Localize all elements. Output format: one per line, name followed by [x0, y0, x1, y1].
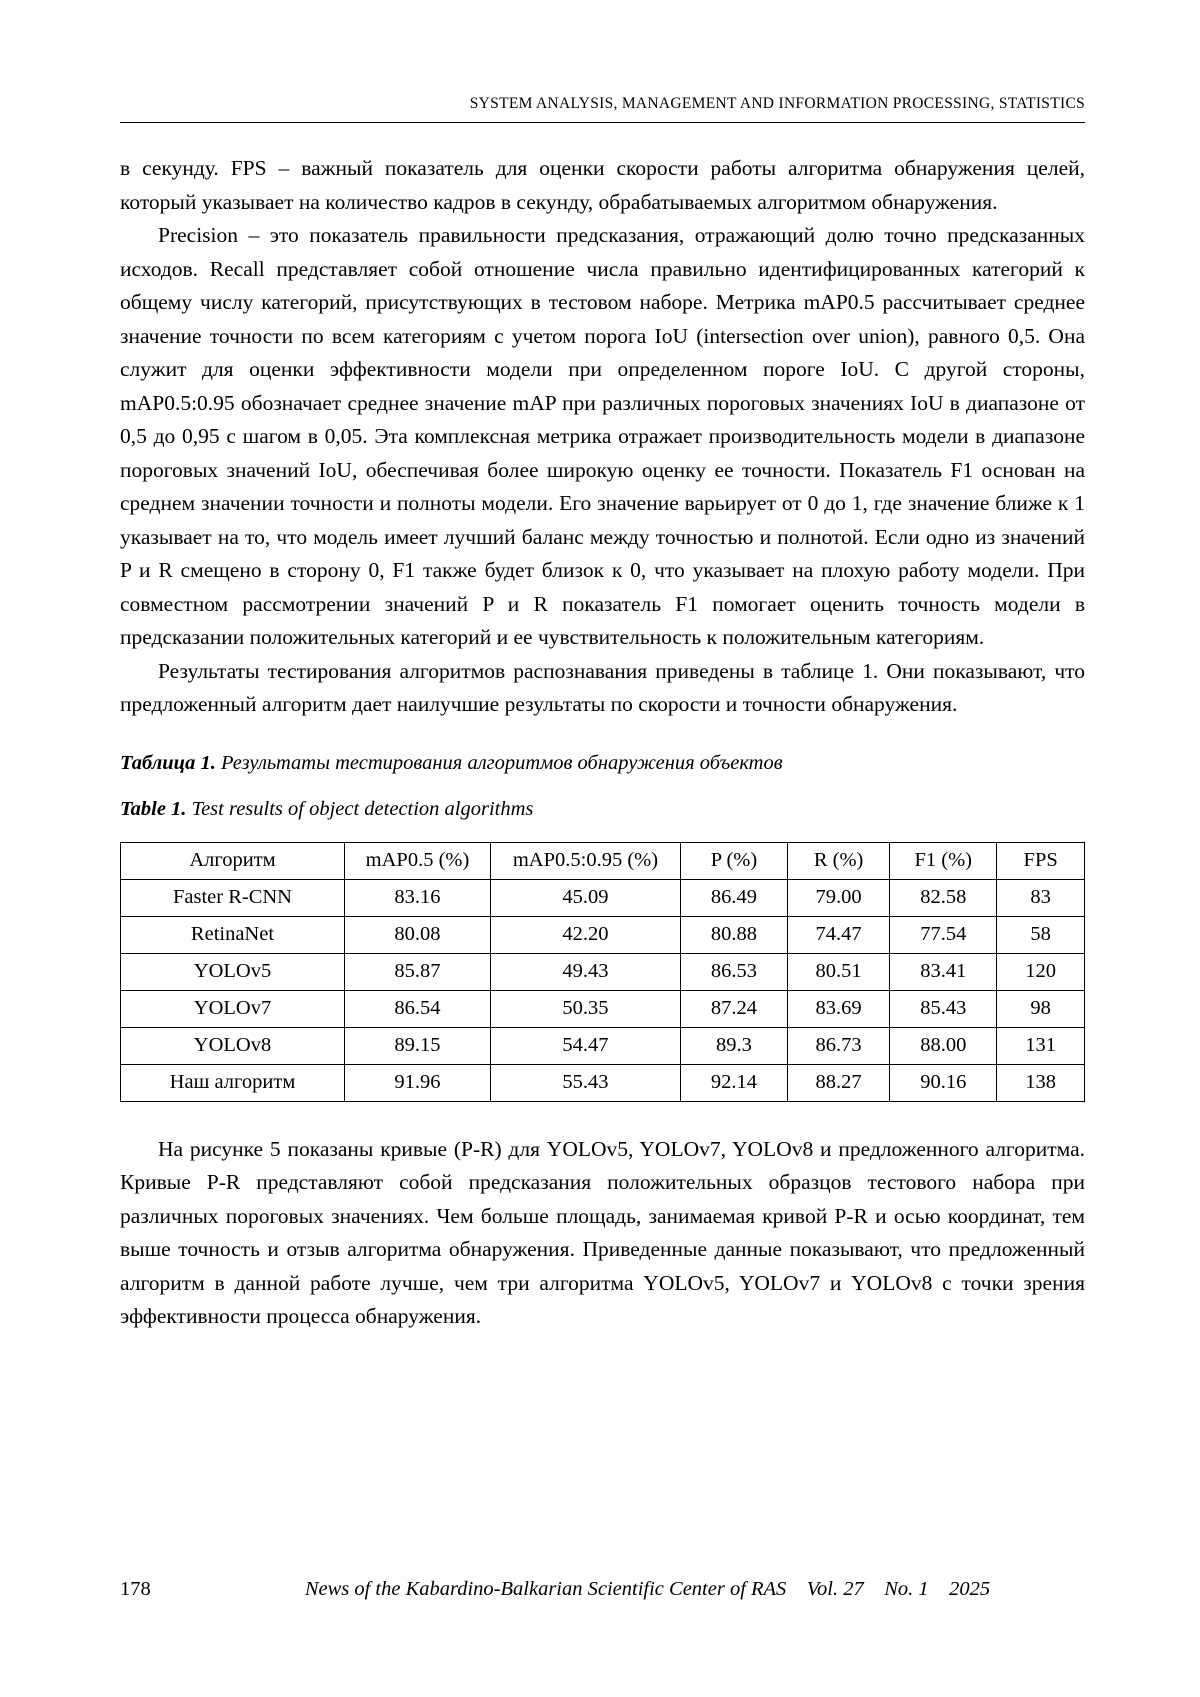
- table-cell: YOLOv8: [121, 1027, 345, 1064]
- table-header-cell: F1 (%): [890, 842, 997, 879]
- table-cell: 77.54: [890, 916, 997, 953]
- table-cell: 50.35: [491, 990, 681, 1027]
- table-cell: RetinaNet: [121, 916, 345, 953]
- table-cell: 91.96: [344, 1064, 490, 1101]
- table-caption-ru-label: Таблица 1.: [120, 751, 216, 774]
- table-row: [121, 879, 1085, 916]
- table-cell: 83.16: [344, 879, 490, 916]
- table-cell: 42.20: [491, 916, 681, 953]
- table-row: [121, 990, 1085, 1027]
- table-cell: 83: [997, 879, 1085, 916]
- table-row: [121, 916, 1085, 953]
- table-caption-ru: [120, 748, 1085, 778]
- table-cell: 86.54: [344, 990, 490, 1027]
- article-body: [120, 152, 1085, 1334]
- table-header-cell: P (%): [680, 842, 787, 879]
- table-cell: 80.51: [787, 953, 889, 990]
- table-cell: 90.16: [890, 1064, 997, 1101]
- running-head-text: SYSTEM ANALYSIS, MANAGEMENT AND INFORMATION PROCESSING, STATISTICS: [469, 95, 1085, 112]
- journal-footer-text: News of the Kabardino-Balkarian Scientific Center of RAS Vol. 27 No. 1 2025: [304, 1578, 991, 1600]
- table-header-cell: Алгоритм: [121, 842, 345, 879]
- table-row: [121, 1027, 1085, 1064]
- table-cell: 98: [997, 990, 1085, 1027]
- table-caption-en-label: Table 1.: [120, 797, 187, 820]
- table-caption-en-text: Test results of object detection algorithms: [186, 797, 534, 820]
- table-caption-ru-text: Результаты тестирования алгоритмов обнаружения объектов: [215, 751, 783, 774]
- table-body: [121, 879, 1085, 1101]
- table-cell: 80.08: [344, 916, 490, 953]
- table-cell: 89.15: [344, 1027, 490, 1064]
- table-cell: Наш алгоритм: [121, 1064, 345, 1101]
- table-cell: 54.47: [491, 1027, 681, 1064]
- table-cell: 74.47: [787, 916, 889, 953]
- table-caption-en: [120, 794, 1085, 824]
- table-header-cell: mAP0.5 (%): [344, 842, 490, 879]
- table-cell: 58: [997, 916, 1085, 953]
- table-cell: 88.27: [787, 1064, 889, 1101]
- table-cell: YOLOv5: [121, 953, 345, 990]
- table-cell: 82.58: [890, 879, 997, 916]
- table-row: [121, 953, 1085, 990]
- page-footer: [120, 1578, 1085, 1601]
- table-cell: 87.24: [680, 990, 787, 1027]
- table-cell: YOLOv7: [121, 990, 345, 1027]
- table-header-cell: mAP0.5:0.95 (%): [491, 842, 681, 879]
- table-cell: 85.87: [344, 953, 490, 990]
- table-cell: 86.49: [680, 879, 787, 916]
- table-head: [121, 842, 1085, 879]
- results-table: [120, 842, 1085, 1102]
- table-cell: 79.00: [787, 879, 889, 916]
- table-cell: 55.43: [491, 1064, 681, 1101]
- table-cell: 86.53: [680, 953, 787, 990]
- table-header-row: [121, 842, 1085, 879]
- table-cell: 83.41: [890, 953, 997, 990]
- table-cell: 80.88: [680, 916, 787, 953]
- table-cell: 49.43: [491, 953, 681, 990]
- table-header-cell: FPS: [997, 842, 1085, 879]
- table-cell: 92.14: [680, 1064, 787, 1101]
- paragraph-3: Результаты тестирования алгоритмов распознавания приведены в таблице 1. Они показывают, что предложенный алгоритм дает наилучшие результаты по скорости и точности обнаружения.: [120, 658, 1085, 716]
- running-head: [120, 95, 1085, 123]
- table-cell: 138: [997, 1064, 1085, 1101]
- table-header-cell: R (%): [787, 842, 889, 879]
- page-number: 178: [120, 1578, 151, 1600]
- table-cell: 89.3: [680, 1027, 787, 1064]
- table-cell: 131: [997, 1027, 1085, 1064]
- paragraph-2: Precision – это показатель правильности предсказания, отражающий долю точно предсказанных исходов. Recall представляет собой отношение числа правильно идентифицированных категорий к общему числу категорий, присутствующих в тестовом наборе. Метрика mAP0.5 рассчитывает среднее значение точности по всем категориям с учетом порога IoU (intersection over union), равного 0,5. Она служит для оценки эффективности модели при определенном пороге IoU. С другой стороны, mAP0.5:0.95 обозначает среднее значение mAP при различных пороговых значениях IoU в диапазоне от 0,5 до 0,95 с шагом в 0,05. Эта комплексная метрика отражает производительность модели в диапазоне пороговых значений IoU, обеспечивая более широкую оценку ее точности. Показатель F1 основан на среднем значении точности и полноты модели. Его значение варьирует от 0 до 1, где значение ближе к 1 указывает на то, что модель имеет лучший баланс между точностью и полнотой. Если одно из значений P и R смещено в сторону 0, F1 также будет близок к 0, что указывает на плохую работу модели. При совместном рассмотрении значений P и R показатель F1 помогает оценить точность модели в предсказании положительных категорий и ее чувствительность к положительным категориям.: [120, 223, 1085, 649]
- paragraph-1: в секунду. FPS – важный показатель для оценки скорости работы алгоритма обнаружения целей, который указывает на количество кадров в секунду, обрабатываемых алгоритмом обнаружения.: [120, 156, 1085, 214]
- table-cell: 120: [997, 953, 1085, 990]
- table-cell: 88.00: [890, 1027, 997, 1064]
- table-cell: 85.43: [890, 990, 997, 1027]
- table-cell: 86.73: [787, 1027, 889, 1064]
- table-cell: 83.69: [787, 990, 889, 1027]
- paragraph-4: На рисунке 5 показаны кривые (P-R) для YOLOv5, YOLOv7, YOLOv8 и предложенного алгоритма. Кривые P-R представляют собой предсказания положительных образцов тестового набора при различных пороговых значениях. Чем больше площадь, занимаемая кривой P-R и осью координат, тем выше точность и отзыв алгоритма обнаружения. Приведенные данные показывают, что предложенный алгоритм в данной работе лучше, чем три алгоритма YOLOv5, YOLOv7 и YOLOv8 с точки зрения эффективности процесса обнаружения.: [120, 1136, 1085, 1328]
- table-cell: Faster R-CNN: [121, 879, 345, 916]
- table-cell: 45.09: [491, 879, 681, 916]
- table-row: [121, 1064, 1085, 1101]
